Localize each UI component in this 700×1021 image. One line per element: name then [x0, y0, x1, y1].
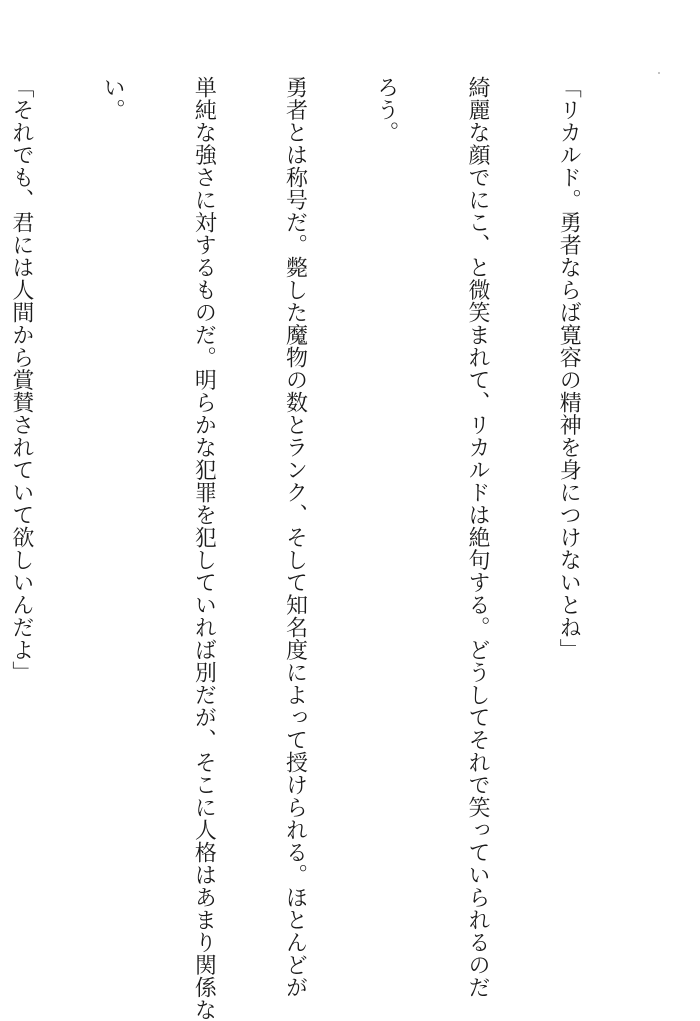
- text-line: 「それでも、君には人間から賞賛されていて欲しいんだよ」: [8, 76, 34, 684]
- page-edge-mark: [658, 72, 660, 74]
- vertical-text-body: [0, 76, 644, 1021]
- text-line: い。: [100, 76, 126, 121]
- text-line: 勇者とは称号だ。斃した魔物の数とランク、そして知名度によって授けられる。ほとんどが: [282, 76, 308, 999]
- text-line: 単純な強さに対するものだ。明らかな犯罪を犯していれば別だが、そこに人格はあまり関係な: [191, 76, 217, 1021]
- text-line: ろう。: [373, 76, 399, 144]
- text-line: 「リカルド。勇者ならば寛容の精神を身につけないとね」: [556, 76, 582, 661]
- text-line: 綺麗な顔でにこ、と微笑まれて、リカルドは絶句する。どうしてそれで笑っていられるのだ: [464, 76, 490, 999]
